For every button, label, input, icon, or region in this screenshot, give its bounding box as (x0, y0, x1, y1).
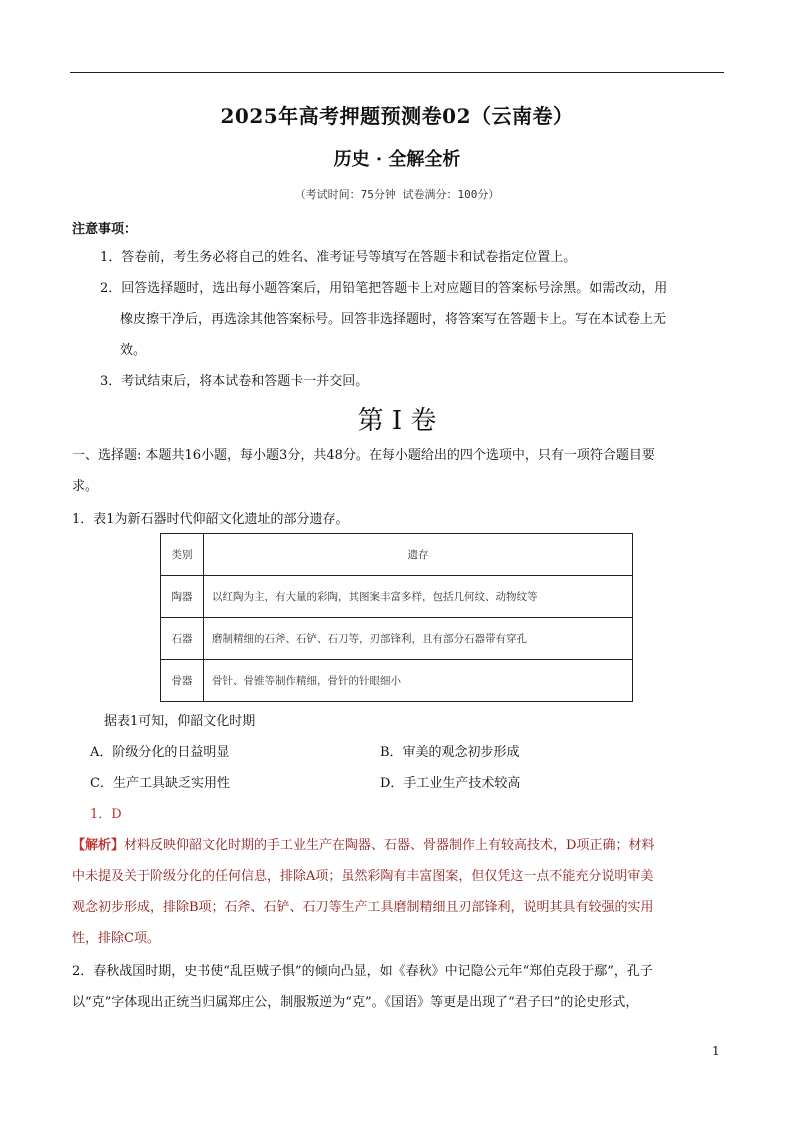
analysis-text: 材料反映仰韶文化时期的手工业生产在陶器、石器、骨器制作上有较高技术，D项正确；材料 (124, 838, 655, 853)
notice-item-2: 2．回答选择题时，选出每小题答案后，用铅笔把答题卡上对应题目的答案标号涂黑。如需改动，用 (100, 281, 668, 296)
table-header-row (161, 534, 633, 576)
q2-stem-line-1: 2．春秋战国时期，史书使“乱臣贼子惧”的倾向凸显，如《春秋》中记隐公元年“郑伯克段于鄢”，孔子 (72, 964, 653, 979)
header-rule (70, 72, 724, 73)
table-cell-category: 陶器 (161, 576, 204, 618)
table-cell-remains: 磨制精细的石斧、石铲、石刀等，刃部锋利，且有部分石器带有穿孔 (204, 618, 633, 660)
table-cell-category: 骨器 (161, 660, 204, 702)
q1-analysis-line-2: 中未提及关于阶级分化的任何信息，排除A项；虽然彩陶有丰富图案，但仅凭这一点不能充分说明审美 (72, 869, 654, 884)
q1-option-a: A．阶级分化的日益明显 (90, 745, 230, 760)
page-number: 1 (712, 1044, 720, 1058)
notice-item-3: 3．考试结束后，将本试卷和答题卡一并交回。 (100, 374, 369, 389)
exam-info: （考试时间：75分钟 试卷满分：100分） (294, 188, 500, 201)
section-instruction: 一、选择题: 本题共16小题，每小题3分，共48分。在每小题给出的四个选项中，只有一项符合题目要 (72, 448, 655, 463)
table-cell-remains: 以红陶为主，有大量的彩陶，其图案丰富多样，包括几何纹、动物纹等 (204, 576, 633, 618)
q1-lead: 据表1可知，仰韶文化时期 (104, 714, 256, 729)
notice-item-2-cont: 橡皮擦干净后，再选涂其他答案标号。回答非选择题时，将答案写在答题卡上。写在本试卷上无 (120, 312, 667, 327)
paper-title: 2025年高考押题预测卷02（云南卷） (220, 104, 574, 128)
q1-option-d: D．手工业生产技术较高 (380, 776, 521, 791)
table-cell-remains: 骨针、骨锥等制作精细，骨针的针眼细小 (204, 660, 633, 702)
q2-stem-line-2: 以“克”字体现出正统当归属郑庄公，制服叛逆为“克”。《国语》等更是出现了“君子曰”的论史形式， (72, 995, 639, 1010)
analysis-label: 【解析】 (72, 838, 125, 853)
q1-stem: 1．表1为新石器时代仰韶文化遗址的部分遗存。 (72, 512, 349, 527)
q1-analysis-line-4: 性，排除C项。 (72, 931, 160, 946)
table-row (161, 618, 633, 660)
table-header-remains: 遗存 (204, 534, 633, 576)
q1-analysis-line-1 (72, 834, 654, 853)
table-header-category: 类别 (161, 534, 204, 576)
q1-table (160, 533, 633, 702)
table-row (161, 660, 633, 702)
table-row (161, 576, 633, 618)
notice-item-2-end: 效。 (120, 343, 147, 358)
q1-option-c: C．生产工具缺乏实用性 (90, 776, 230, 791)
q1-option-b: B．审美的观念初步形成 (380, 745, 520, 760)
notice-item-1: 1．答卷前，考生务必将自己的姓名、准考证号等填写在答题卡和试卷指定位置上。 (100, 250, 577, 265)
section-instruction-end: 求。 (72, 479, 99, 494)
notice-heading: 注意事项： (72, 222, 138, 237)
paper-subtitle: 历史 · 全解全析 (333, 149, 461, 170)
section-title: 第 I 卷 (357, 406, 437, 436)
q1-analysis-line-3: 观念初步形成，排除B项；石斧、石铲、石刀等生产工具磨制精细且刃部锋利，说明其具有较强的实用 (72, 900, 654, 915)
table-cell-category: 石器 (161, 618, 204, 660)
q1-answer: 1．D (90, 807, 122, 822)
